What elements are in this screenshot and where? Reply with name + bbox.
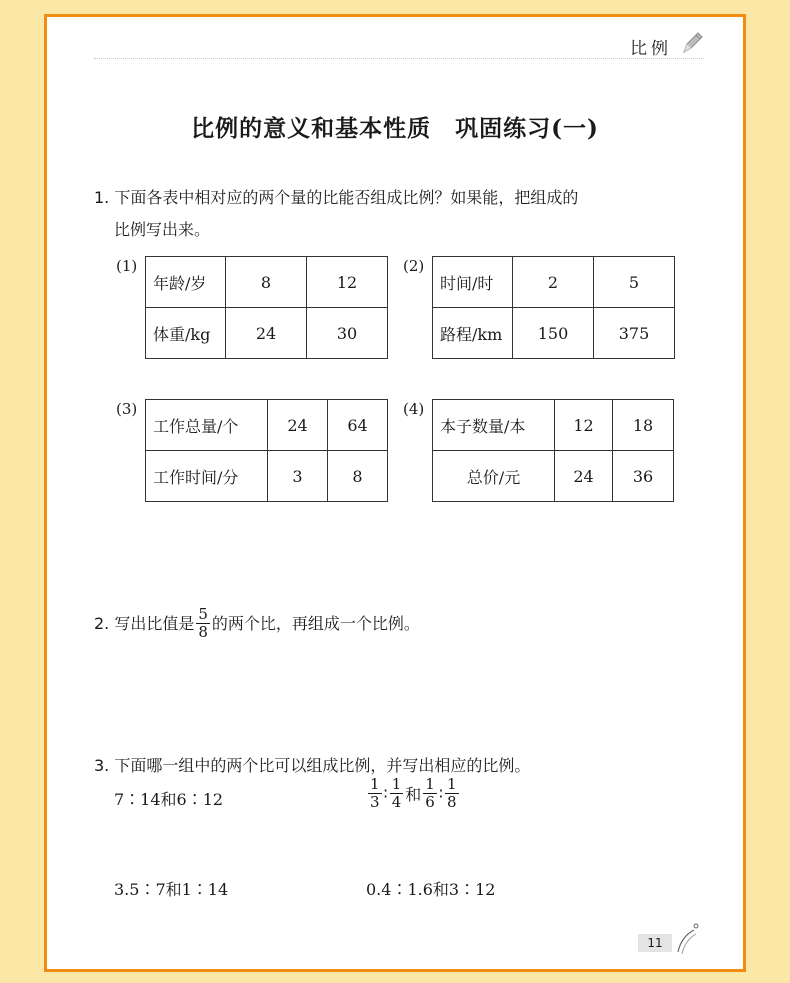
table-cell: 12 (307, 257, 388, 308)
table-cell: 375 (594, 308, 675, 359)
table-2 (432, 256, 675, 359)
table-row (146, 400, 388, 451)
table-cell: 24 (268, 400, 328, 451)
header-rule (94, 58, 704, 60)
fraction-denominator: 4 (391, 793, 402, 811)
page-title: 比例的意义和基本性质 巩固练习(一) (191, 115, 599, 142)
question-3: 3. 下面哪一组中的两个比可以组成比例，并写出相应的比例。 (94, 756, 531, 775)
table-cell: 36 (613, 451, 674, 502)
fraction-denominator: 6 (425, 793, 435, 811)
table-3-label: (3) (116, 400, 138, 418)
and-word: 和 (405, 785, 422, 804)
table-cell: 路程/km (433, 308, 513, 359)
table-cell: 体重/kg (146, 308, 226, 359)
ratio-option-4: 0.4∶1.6和3∶12 (366, 880, 496, 899)
table-4-label: (4) (403, 400, 425, 418)
table-1 (145, 256, 388, 359)
chapter-title: 比例 (630, 39, 672, 59)
question-1-line2: 比例写出来。 (114, 220, 211, 239)
table-row (146, 257, 388, 308)
table-cell: 64 (328, 400, 388, 451)
fraction-numerator: 5 (198, 605, 208, 623)
question-2 (94, 606, 420, 641)
fraction-numerator: 1 (447, 775, 457, 793)
question-2-suffix: 的两个比，再组成一个比例。 (211, 613, 420, 633)
fraction (423, 776, 437, 811)
fraction-five-eighths (196, 606, 210, 641)
table-row (433, 308, 675, 359)
table-cell: 2 (513, 257, 594, 308)
table-cell: 工作总量/个 (146, 400, 268, 451)
question-1-line1: 1. 下面各表中相对应的两个量的比能否组成比例？如果能，把组成的 (94, 188, 579, 207)
table-cell: 3 (268, 451, 328, 502)
page (44, 14, 746, 972)
fraction-numerator: 1 (370, 775, 380, 793)
pencil-icon (680, 30, 704, 56)
fraction-denominator: 8 (447, 793, 457, 811)
table-2-label: (2) (403, 257, 425, 275)
ratio-colon: ∶ (438, 784, 443, 803)
ratio-option-1: 7∶14和6∶12 (114, 790, 224, 809)
table-3 (145, 399, 388, 502)
ratio-option-3: 3.5∶7和1∶14 (114, 880, 229, 899)
ratio-option-2 (366, 776, 461, 811)
fraction-denominator: 8 (198, 623, 208, 641)
table-cell: 12 (555, 400, 613, 451)
table-row (433, 257, 675, 308)
fraction-denominator: 3 (370, 793, 380, 811)
table-cell: 工作时间/分 (146, 451, 268, 502)
table-cell: 本子数量/本 (433, 400, 555, 451)
table-row (146, 308, 388, 359)
table-cell: 时间/时 (433, 257, 513, 308)
table-cell: 总价/元 (433, 451, 555, 502)
table-cell: 5 (594, 257, 675, 308)
fraction-numerator: 1 (425, 775, 435, 793)
fraction (445, 776, 459, 811)
table-cell: 24 (555, 451, 613, 502)
table-cell: 24 (226, 308, 307, 359)
table-row (433, 400, 674, 451)
fraction (390, 776, 404, 811)
table-cell: 18 (613, 400, 674, 451)
table-row (433, 451, 674, 502)
ratio-colon: ∶ (383, 784, 388, 803)
table-4 (432, 399, 674, 502)
fraction (368, 776, 382, 811)
page-number: 11 (638, 934, 672, 952)
swirl-icon (674, 920, 700, 956)
table-1-label: (1) (116, 257, 138, 275)
question-2-prefix: 2. 写出比值是 (94, 613, 195, 633)
table-cell: 年龄/岁 (146, 257, 226, 308)
table-cell: 30 (307, 308, 388, 359)
table-cell: 8 (226, 257, 307, 308)
table-cell: 150 (513, 308, 594, 359)
question-1 (94, 182, 694, 246)
table-row (146, 451, 388, 502)
fraction-numerator: 1 (391, 775, 402, 793)
table-cell: 8 (328, 451, 388, 502)
